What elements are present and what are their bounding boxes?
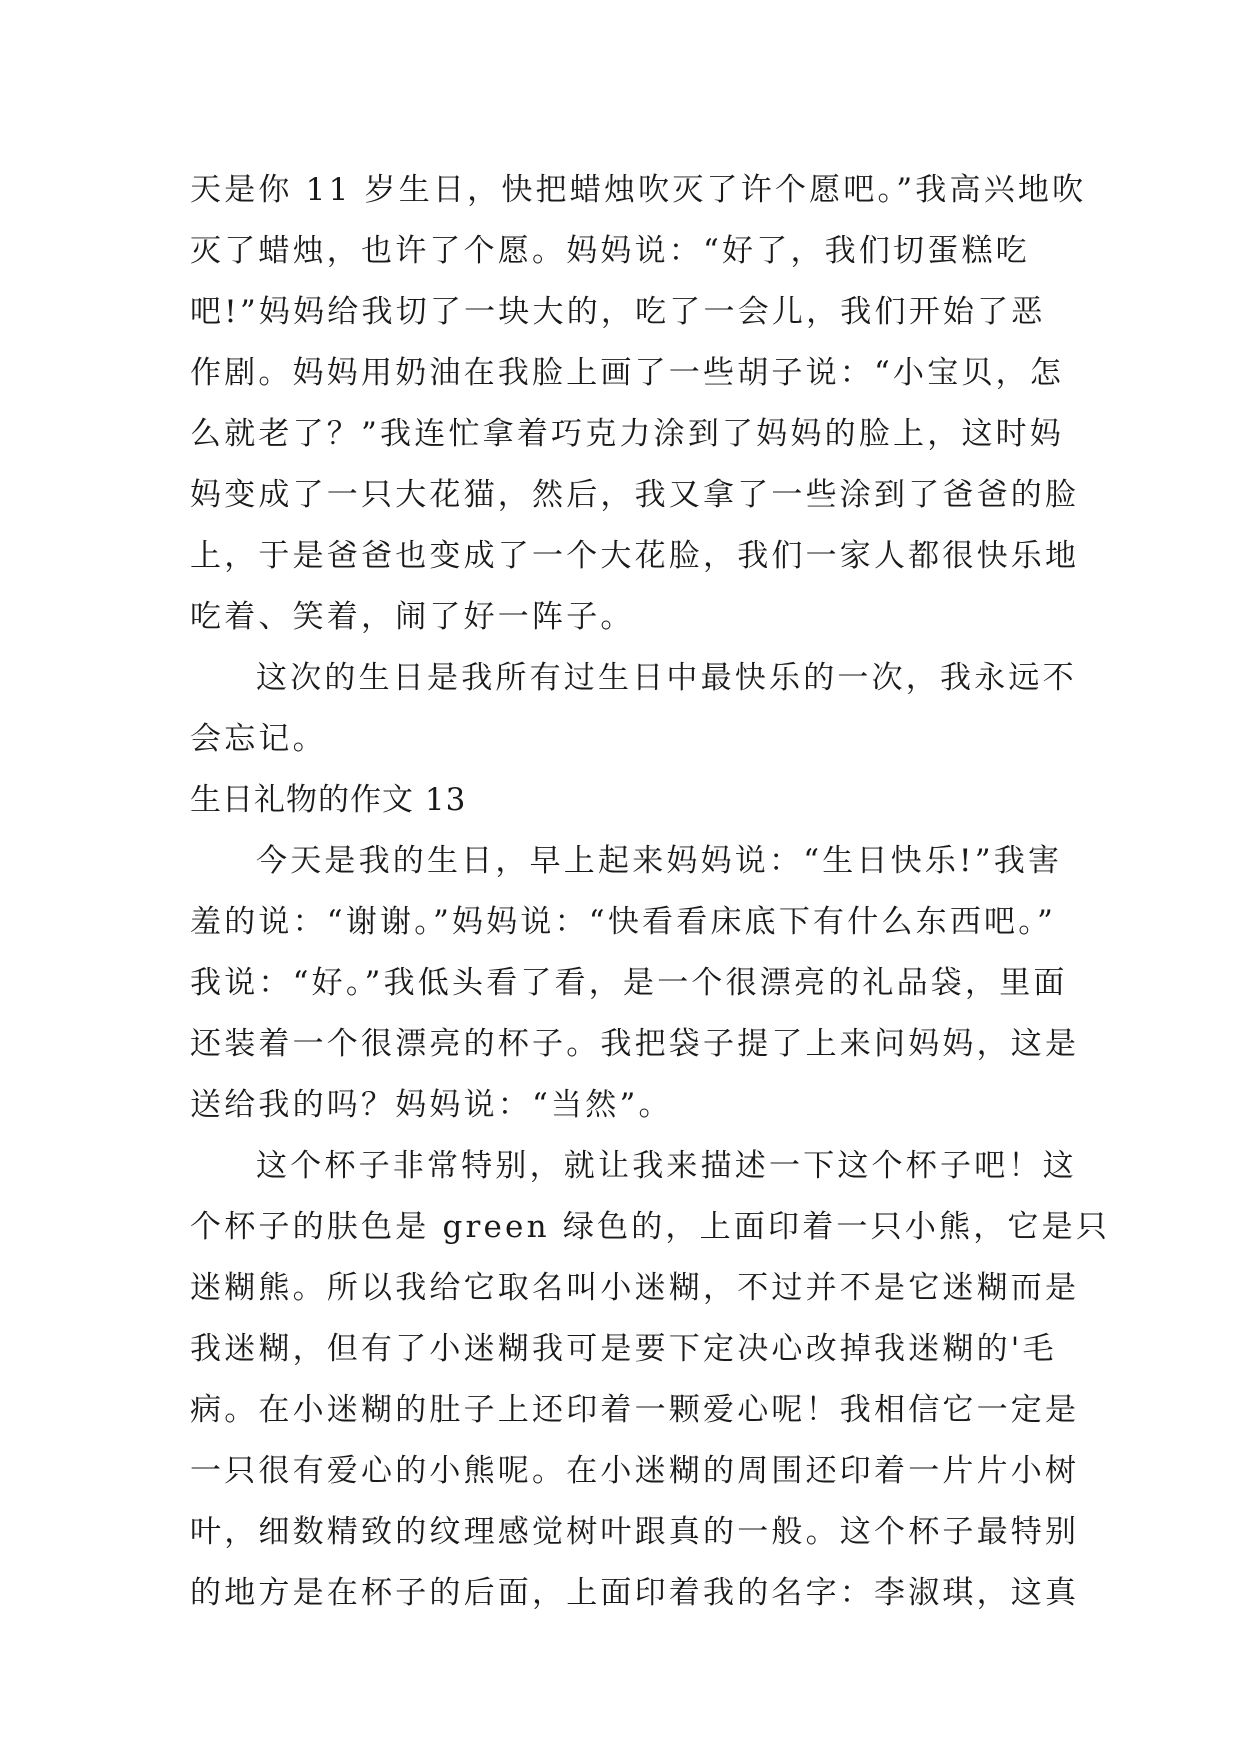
paragraph-line: 吃着、笑着，闹了好一阵子。 <box>190 599 635 635</box>
paragraph-line: 上，于是爸爸也变成了一个大花脸，我们一家人都很快乐地 <box>190 538 1080 574</box>
paragraph-line: 作剧。妈妈用奶油在我脸上画了一些胡子说：“小宝贝，怎 <box>190 355 1065 391</box>
paragraph-line: 叶，细数精致的纹理感觉树叶跟真的一般。这个杯子最特别 <box>190 1514 1080 1550</box>
paragraph-line: 的地方是在杯子的后面，上面印着我的名字：李淑琪，这真 <box>190 1575 1080 1611</box>
paragraph-line: 吧!”妈妈给我切了一块大的，吃了一会儿，我们开始了恶 <box>190 294 1046 330</box>
paragraph-line: 送给我的吗？妈妈说：“当然”。 <box>190 1087 673 1123</box>
paragraph-line: 灭了蜡烛，也许了个愿。妈妈说：“好了，我们切蛋糕吃 <box>190 233 1030 269</box>
paragraph-line: 一只很有爱心的小熊呢。在小迷糊的周围还印着一片片小树 <box>190 1453 1080 1489</box>
paragraph-line: 羞的说：“谢谢。”妈妈说：“快看看床底下有什么东西吧。” <box>190 904 1056 940</box>
paragraph-line: 会忘记。 <box>190 721 327 757</box>
paragraph-line: 天是你 11 岁生日，快把蜡烛吹灭了许个愿吧。”我高兴地吹 <box>190 172 1087 208</box>
section-heading: 生日礼物的作文 13 <box>190 782 467 818</box>
paragraph-line: 么就老了？”我连忙拿着巧克力涂到了妈妈的脸上，这时妈 <box>190 416 1065 452</box>
document-body <box>190 160 1111 1624</box>
paragraph-line: 我迷糊，但有了小迷糊我可是要下定决心改掉我迷糊的'毛 <box>190 1331 1057 1367</box>
paragraph-line: 个杯子的肤色是 green 绿色的，上面印着一只小熊，它是只 <box>190 1209 1111 1245</box>
paragraph-line: 妈变成了一只大花猫，然后，我又拿了一些涂到了爸爸的脸 <box>190 477 1080 513</box>
paragraph-line: 这次的生日是我所有过生日中最快乐的一次，我永远不 <box>256 660 1077 696</box>
paragraph-line: 这个杯子非常特别，就让我来描述一下这个杯子吧！这 <box>256 1148 1077 1184</box>
paragraph-line: 迷糊熊。所以我给它取名叫小迷糊，不过并不是它迷糊而是 <box>190 1270 1080 1306</box>
paragraph-line: 还装着一个很漂亮的杯子。我把袋子提了上来问妈妈，这是 <box>190 1026 1080 1062</box>
paragraph-line: 病。在小迷糊的肚子上还印着一颗爱心呢！我相信它一定是 <box>190 1392 1080 1428</box>
paragraph-line: 我说：“好。”我低头看了看，是一个很漂亮的礼品袋，里面 <box>190 965 1068 1001</box>
paragraph-line: 今天是我的生日，早上起来妈妈说：“生日快乐!”我害 <box>256 843 1063 879</box>
